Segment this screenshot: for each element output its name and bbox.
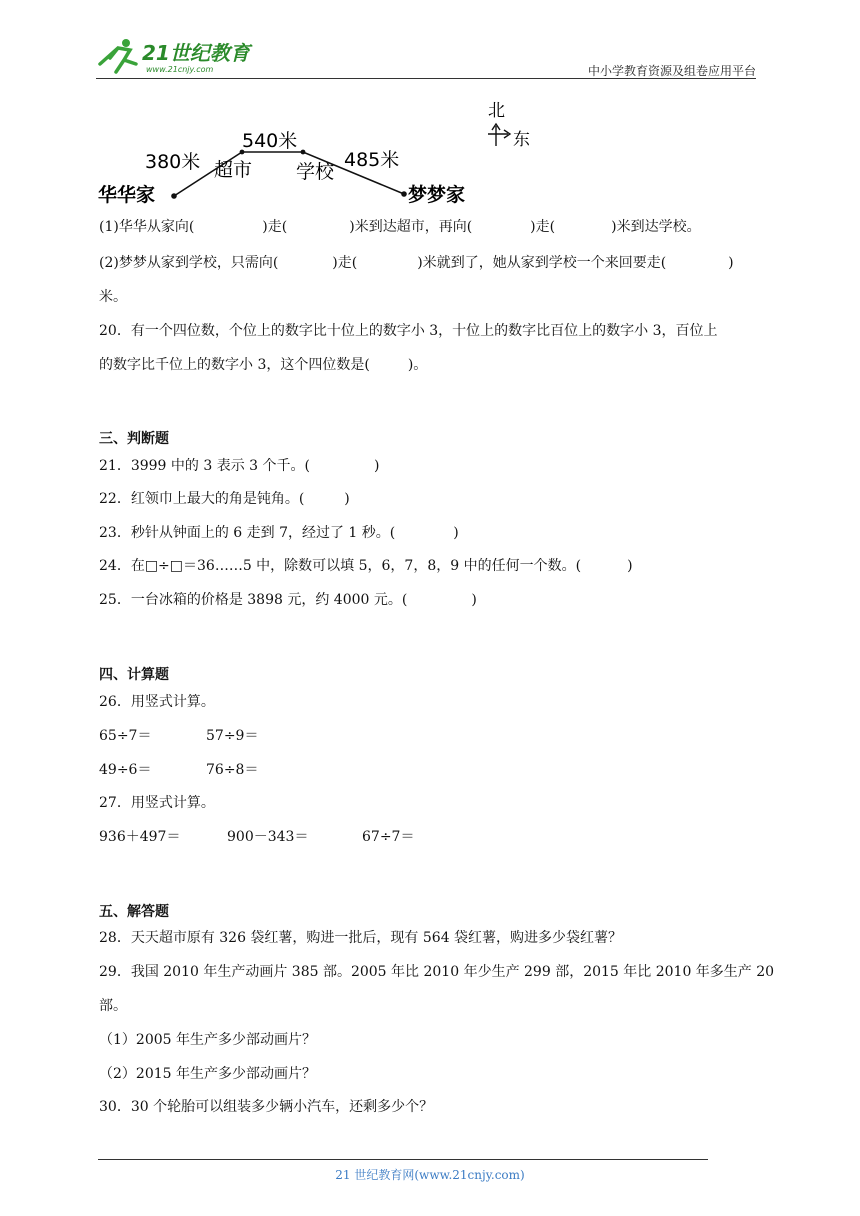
q29-sub2: （2）2015 年生产多少部动画片？ (99, 1066, 316, 1082)
header-platform-label: 中小学教育资源及组卷应用平台 (587, 64, 756, 78)
section5-title: 五、解答题 (99, 904, 169, 920)
q19-part2-cont: 米。 (99, 289, 127, 305)
q26-expr-3: 49÷6＝ (99, 762, 152, 778)
q27-expr-3: 67÷7＝ (362, 829, 415, 845)
place-market: 超市 (214, 159, 253, 181)
q19-part1: (1)华华从家向( )走( )米到达超市，再向( )走( )米到达学校。 (99, 219, 701, 235)
logo-url: www.21cnjy.com (146, 65, 214, 74)
distance-huahua-market: 380米 (145, 151, 201, 173)
q29-line1: 29．我国 2010 年生产动画片 385 部。2005 年比 2010 年少生产 299 部，2015 年比 2010 年多生产 20 (99, 964, 775, 980)
q20-line2: 的数字比千位上的数字小 3，这个四位数是( )。 (99, 357, 428, 373)
q20-line1: 20．有一个四位数，个位上的数字比十位上的数字小 3，十位上的数字比百位上的数字小 3，百位上 (99, 323, 718, 339)
mengmeng-home-point (401, 191, 407, 197)
q26-prompt: 26．用竖式计算。 (99, 694, 215, 710)
q26-expr-1: 65÷7＝ (99, 728, 152, 744)
distance-market-school: 540米 (242, 130, 298, 152)
q27-expr-1: 936＋497＝ (99, 829, 181, 845)
q29-line2: 部。 (99, 998, 127, 1014)
footer-divider (98, 1159, 708, 1160)
q23: 23．秒针从钟面上的 6 走到 7，经过了 1 秒。( ) (99, 525, 459, 541)
q27-prompt: 27．用竖式计算。 (99, 795, 215, 811)
route-map (96, 96, 546, 212)
section3-title: 三、判断题 (99, 431, 169, 447)
compass-east: 东 (513, 130, 530, 150)
q30: 30．30 个轮胎可以组装多少辆小汽车，还剩多少个？ (99, 1099, 434, 1115)
place-school: 学校 (296, 161, 335, 183)
place-mengmeng-home: 梦梦家 (408, 184, 466, 206)
section4-title: 四、计算题 (99, 667, 169, 683)
q22: 22．红领巾上最大的角是钝角。( ) (99, 491, 350, 507)
q21: 21．3999 中的 3 表示 3 个千。( ) (99, 458, 380, 474)
q28: 28．天天超市原有 326 袋红薯，购进一批后，现有 564 袋红薯，购进多少袋红薯？ (99, 930, 623, 946)
q27-expr-2: 900－343＝ (227, 829, 309, 845)
compass-arrows-icon (488, 124, 510, 146)
q24: 24．在□÷□＝36……5 中，除数可以填 5，6，7，8，9 中的任何一个数。( ) (99, 558, 633, 574)
footer-link[interactable]: 21 世纪教育网(www.21cnjy.com) (335, 1168, 525, 1182)
q29-sub1: （1）2005 年生产多少部动画片？ (99, 1032, 316, 1048)
distance-school-mengmeng: 485米 (344, 149, 400, 171)
q19-part2: (2)梦梦从家到学校，只需向( )走( )米就到了，她从家到学校一个来回要走( ) (99, 255, 734, 271)
site-logo (96, 34, 256, 76)
header-divider (96, 78, 756, 79)
logo-text: 21世纪教育 (142, 41, 250, 65)
q26-expr-4: 76÷8＝ (206, 762, 259, 778)
place-huahua-home: 华华家 (98, 184, 156, 206)
runner-icon (100, 39, 136, 72)
school-point (301, 150, 306, 155)
q26-expr-2: 57÷9＝ (206, 728, 259, 744)
compass-north: 北 (488, 101, 505, 121)
huahua-home-point (171, 193, 177, 199)
q25: 25．一台冰箱的价格是 3898 元，约 4000 元。( ) (99, 592, 477, 608)
